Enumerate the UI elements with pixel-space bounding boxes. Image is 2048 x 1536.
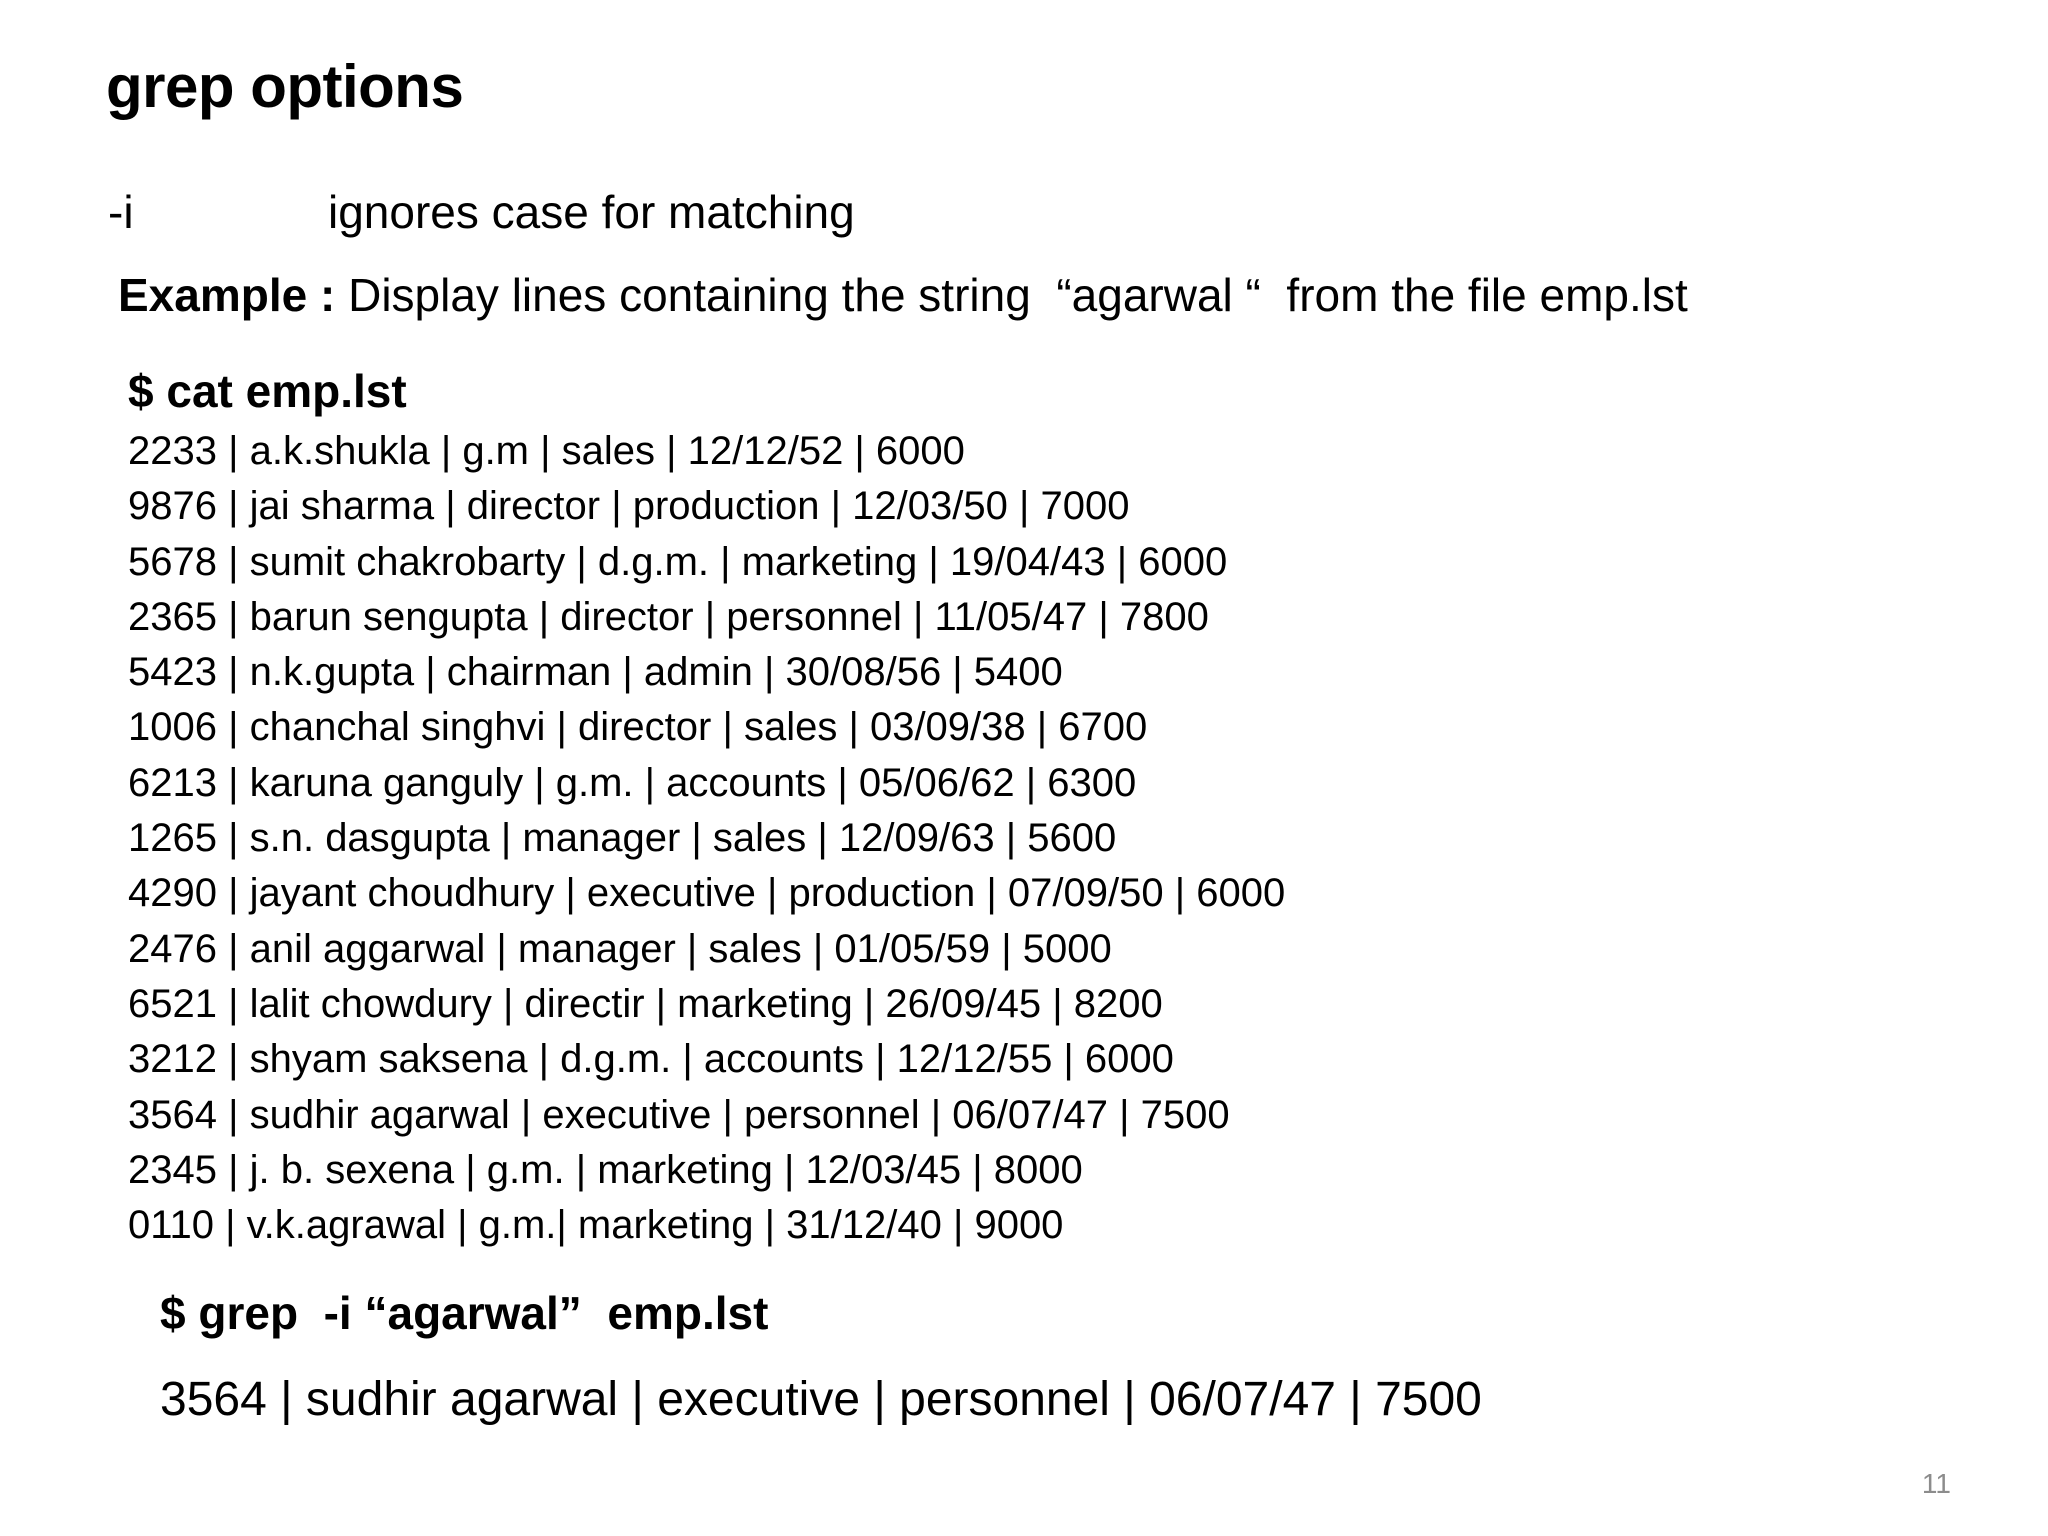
file-line: 3212 | shyam saksena | d.g.m. | accounts | 12/12/55 | 6000 [128,1037,1174,1082]
file-line: 2233 | a.k.shukla | g.m | sales | 12/12/52 | 6000 [128,429,965,473]
option-flag: -i [108,186,134,238]
example-label: Example : [118,269,336,321]
file-line: 2365 | barun sengupta | director | personnel | 11/05/47 | 7800 [128,594,1209,639]
file-line: 6521 | lalit chowdury | directir | marketing | 26/09/45 | 8200 [128,981,1163,1026]
file-line: 1006 | chanchal singhvi | director | sales | 03/09/38 | 6700 [128,705,1148,750]
file-line: 5678 | sumit chakrobarty | d.g.m. | marketing | 19/04/43 | 6000 [128,539,1228,584]
file-line: 6213 | karuna ganguly | g.m. | accounts | 05/06/62 | 6300 [128,760,1137,805]
grep-command: $ grep -i “agarwal” emp.lst [160,1287,769,1339]
file-contents [128,424,1285,1253]
grep-result: 3564 | sudhir agarwal | executive | personnel | 06/07/47 | 7500 [160,1373,1482,1426]
file-line: 3564 | sudhir agarwal | executive | personnel | 06/07/47 | 7500 [128,1092,1230,1137]
file-line: 2476 | anil aggarwal | manager | sales | 01/05/59 | 5000 [128,926,1112,971]
file-line: 4290 | jayant choudhury | executive | production | 07/09/50 | 6000 [128,871,1286,916]
page-number: 11 [1921,1468,1951,1499]
cat-command: $ cat emp.lst [128,365,407,417]
file-line: 5423 | n.k.gupta | chairman | admin | 30/08/56 | 5400 [128,650,1063,695]
file-line: 0110 | v.k.agrawal | g.m.| marketing | 31/12/40 | 9000 [128,1203,1064,1248]
example-line [118,268,1688,322]
option-description: ignores case for matching [328,186,855,238]
option-row [108,185,855,239]
file-line: 1265 | s.n. dasgupta | manager | sales | 12/09/63 | 5600 [128,816,1117,861]
slide-title: grep options [106,53,464,120]
example-text: Display lines containing the string “agarwal “ from the file emp.lst [335,269,1688,321]
file-line: 2345 | j. b. sexena | g.m. | marketing | 12/03/45 | 8000 [128,1147,1083,1192]
file-line: 9876 | jai sharma | director | production | 12/03/50 | 7000 [128,484,1130,529]
